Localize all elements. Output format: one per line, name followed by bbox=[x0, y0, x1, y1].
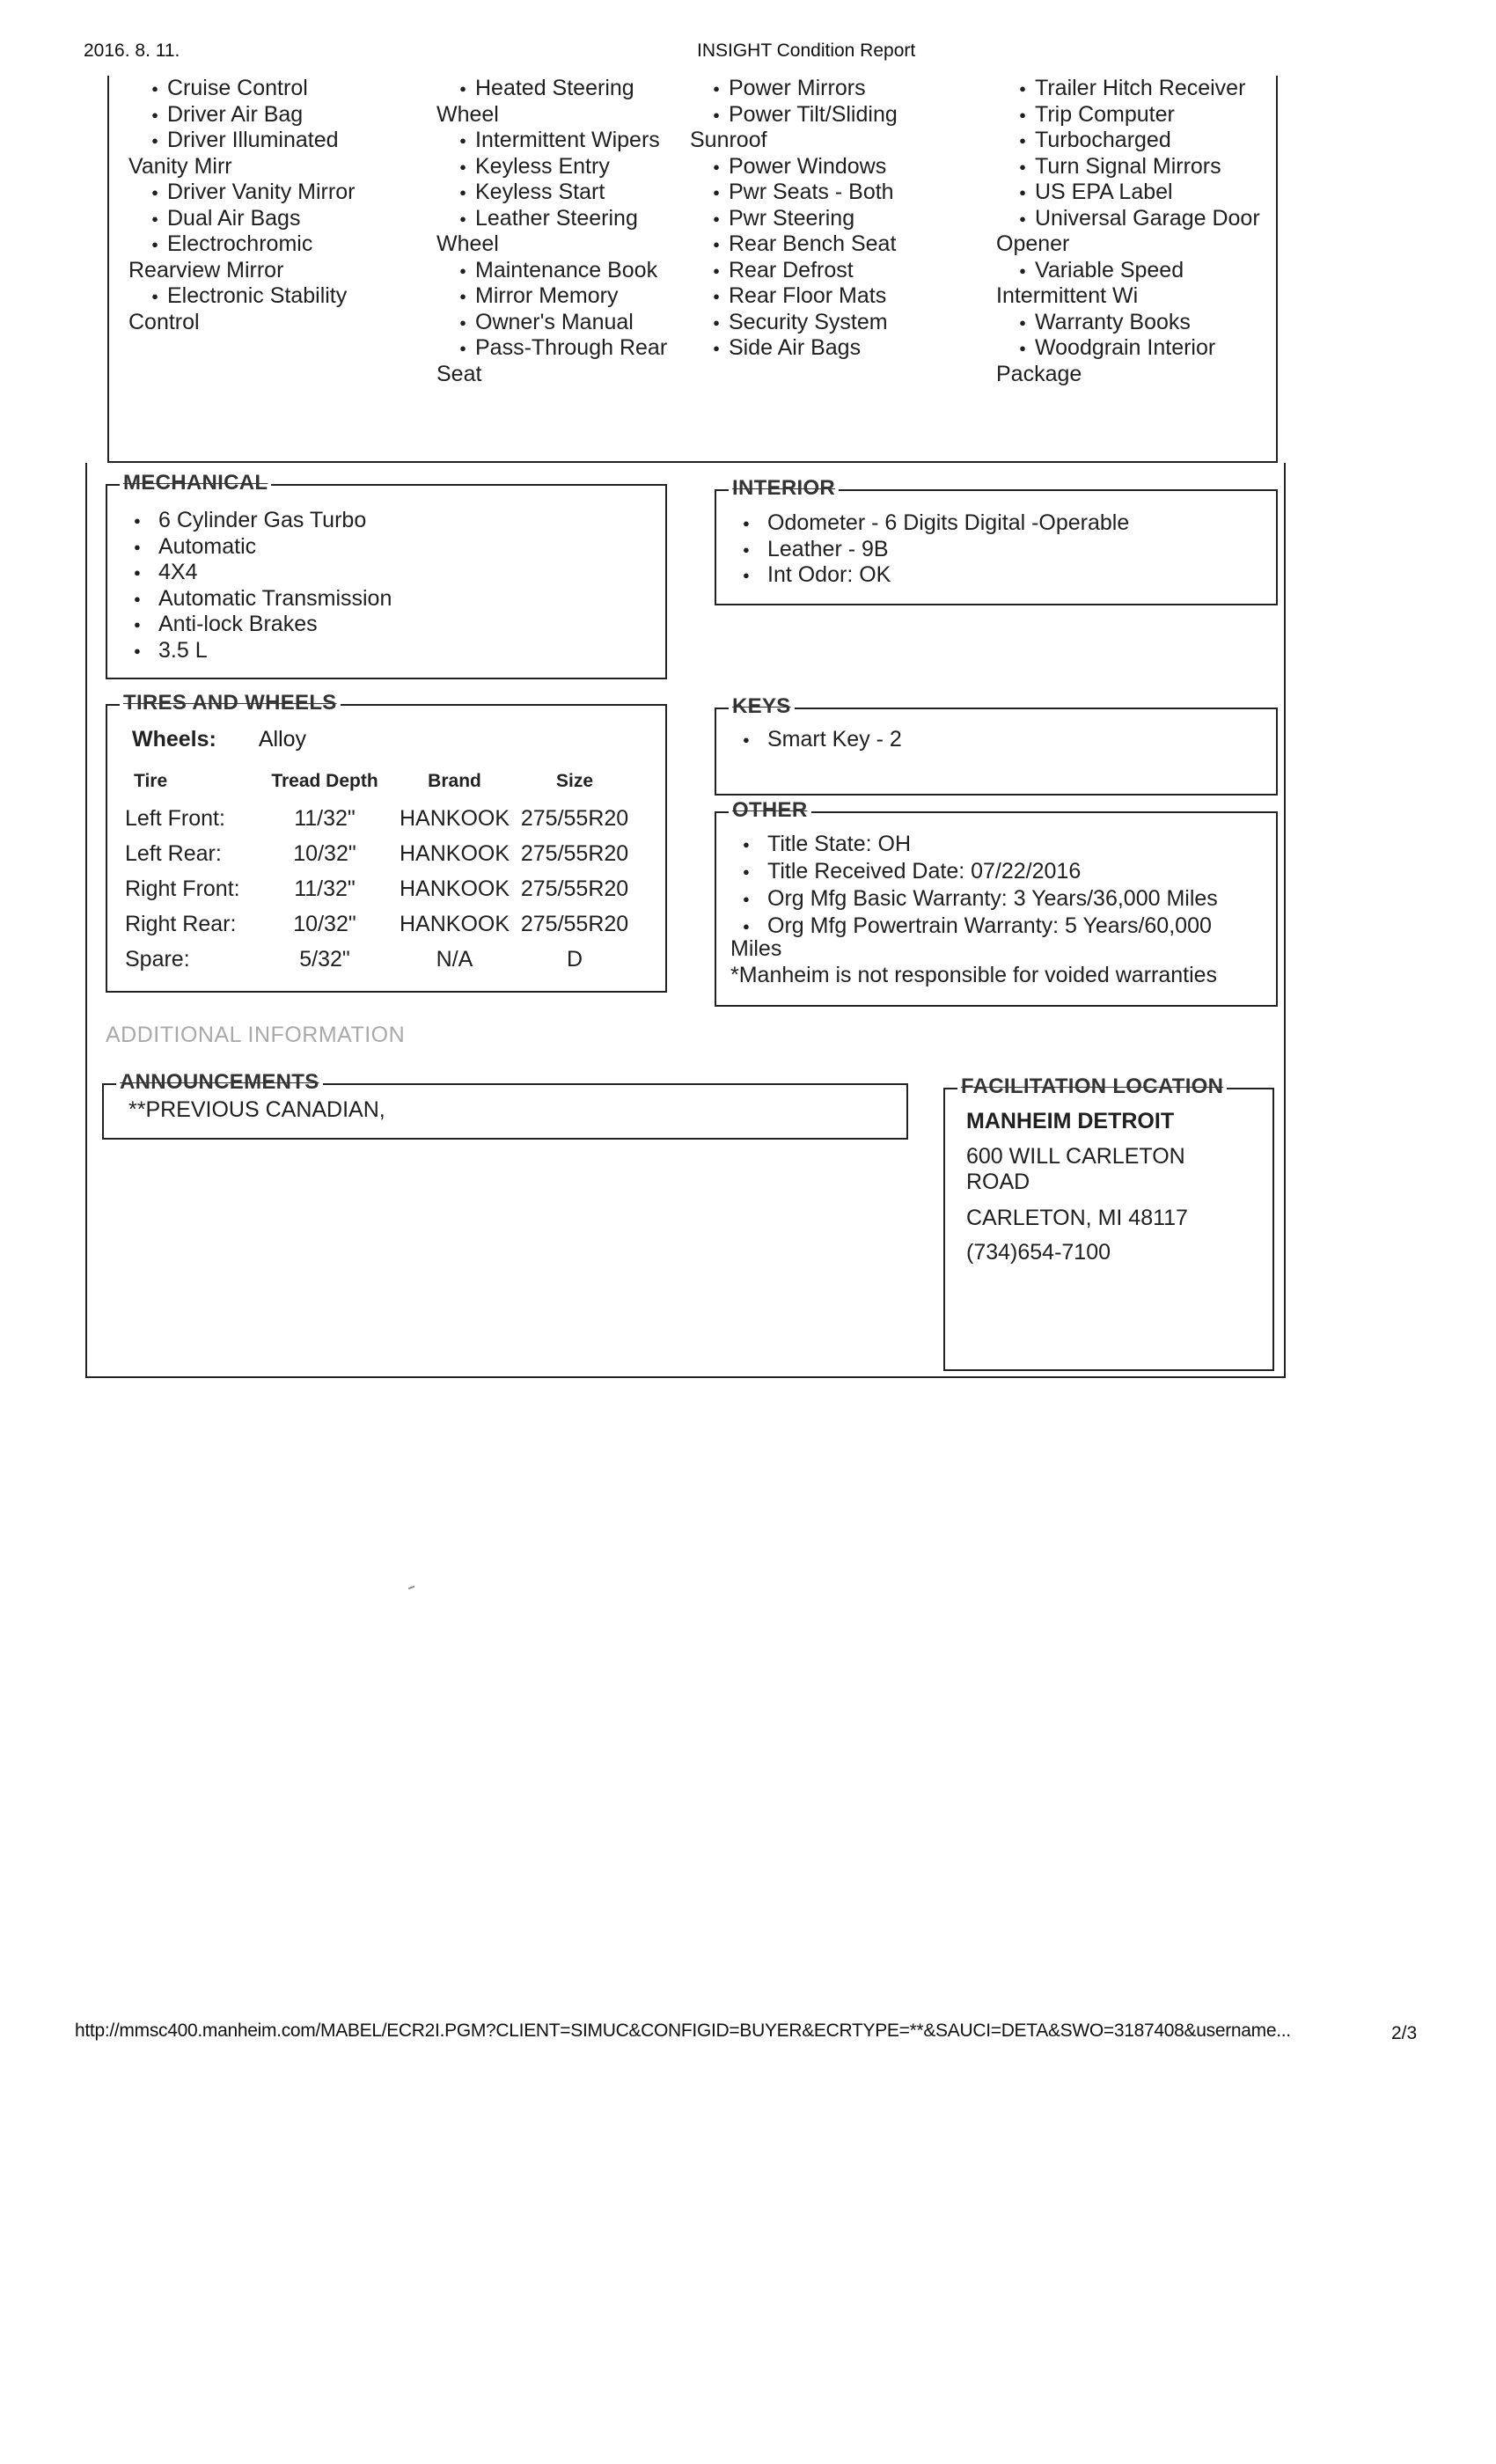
option-item: ● Leather Steering Wheel bbox=[436, 206, 700, 258]
option-item: ● Turn Signal Mirrors bbox=[996, 154, 1260, 180]
options-column-4 bbox=[996, 76, 1260, 387]
tire-brand: HANKOOK bbox=[400, 876, 510, 901]
tread-depth: 11/32" bbox=[294, 805, 356, 831]
option-item: ● Side Air Bags bbox=[690, 335, 963, 362]
tire-table bbox=[125, 771, 634, 977]
location-phone: (734)654-7100 bbox=[966, 1240, 1111, 1265]
option-item: ● Trip Computer bbox=[996, 102, 1260, 128]
option-item: ● Heated Steering Wheel bbox=[436, 76, 700, 128]
tires-wheels-section bbox=[106, 691, 667, 993]
tire-size: 275/55R20 bbox=[520, 840, 629, 866]
additional-info-heading: ADDITIONAL INFORMATION bbox=[106, 1023, 406, 1047]
table-row bbox=[125, 871, 634, 906]
mechanical-item: ● 4X4 bbox=[128, 560, 392, 586]
mechanical-section bbox=[106, 471, 667, 679]
table-row bbox=[125, 801, 634, 836]
table-row bbox=[125, 836, 634, 871]
announcement-text: **PREVIOUS CANADIAN, bbox=[128, 1097, 385, 1122]
tire-position: Right Rear: bbox=[125, 911, 237, 936]
options-column-2 bbox=[436, 76, 700, 387]
interior-title: INTERIOR bbox=[729, 476, 839, 501]
option-item: ● Driver Vanity Mirror bbox=[128, 180, 392, 206]
option-item: ● Rear Defrost bbox=[690, 258, 963, 284]
option-item: ● Pwr Seats - Both bbox=[690, 180, 963, 206]
other-item: ● Org Mfg Powertrain Warranty: 5 Years/60,000 bbox=[737, 913, 1218, 940]
other-item-continuation: Miles bbox=[730, 936, 782, 961]
tire-size: D bbox=[567, 946, 583, 972]
other-item: ● Org Mfg Basic Warranty: 3 Years/36,000 Miles bbox=[737, 885, 1218, 913]
col-header: Tire bbox=[134, 771, 168, 791]
options-column-1 bbox=[128, 76, 392, 335]
other-item: ● Title Received Date: 07/22/2016 bbox=[737, 858, 1218, 885]
options-column-3 bbox=[690, 76, 963, 362]
tread-depth: 11/32" bbox=[294, 876, 356, 901]
option-item: ● Electrochromic Rearview Mirror bbox=[128, 231, 392, 283]
keys-section bbox=[715, 694, 1278, 796]
option-item: ● Security System bbox=[690, 310, 963, 336]
mechanical-item: ● Anti-lock Brakes bbox=[128, 612, 392, 638]
option-item: ● Pass-Through Rear Seat bbox=[436, 335, 700, 387]
option-item: ● Rear Bench Seat bbox=[690, 231, 963, 258]
option-item: ● Pwr Steering bbox=[690, 206, 963, 232]
option-item: ● Turbocharged bbox=[996, 128, 1260, 154]
tread-depth: 5/32" bbox=[299, 946, 350, 972]
tire-position: Left Front: bbox=[125, 805, 225, 831]
tire-size: 275/55R20 bbox=[520, 805, 629, 831]
print-date: 2016. 8. 11. bbox=[84, 40, 180, 61]
tire-position: Right Front: bbox=[125, 876, 240, 901]
col-header: Brand bbox=[428, 771, 481, 791]
tire-size: 275/55R20 bbox=[520, 911, 629, 936]
table-row bbox=[125, 942, 634, 977]
tires-wheels-title: TIRES AND WHEELS bbox=[120, 691, 341, 715]
wheels-label: Wheels: bbox=[132, 727, 216, 752]
option-item: ● Woodgrain Interior Package bbox=[996, 335, 1260, 387]
table-row bbox=[125, 906, 634, 942]
option-item: ● Power Windows bbox=[690, 154, 963, 180]
option-item: ● Keyless Start bbox=[436, 180, 700, 206]
tire-brand: N/A bbox=[436, 946, 473, 972]
option-item: ● Driver Illuminated Vanity Mirr bbox=[128, 128, 392, 180]
tread-depth: 10/32" bbox=[293, 840, 356, 866]
interior-section bbox=[715, 476, 1278, 605]
other-section bbox=[715, 798, 1278, 1007]
tire-size: 275/55R20 bbox=[520, 876, 629, 901]
scan-speck bbox=[408, 1586, 414, 1589]
option-item: ● Universal Garage Door Opener bbox=[996, 206, 1260, 258]
tread-depth: 10/32" bbox=[293, 911, 356, 936]
mechanical-title: MECHANICAL bbox=[120, 471, 271, 495]
option-item: ● Variable Speed Intermittent Wi bbox=[996, 258, 1260, 310]
announcements-title: ANNOUNCEMENTS bbox=[116, 1070, 323, 1095]
other-item: ● Title State: OH bbox=[737, 831, 1218, 858]
announcements-section bbox=[102, 1070, 908, 1140]
keys-item: ● Smart Key - 2 bbox=[737, 727, 902, 753]
wheels-value: Alloy bbox=[258, 727, 307, 752]
col-header: Tread Depth bbox=[271, 771, 378, 791]
mechanical-item: ● 3.5 L bbox=[128, 638, 392, 664]
option-item: ● Power Mirrors bbox=[690, 76, 963, 102]
mechanical-item: ● Automatic Transmission bbox=[128, 586, 392, 612]
tire-position: Left Rear: bbox=[125, 840, 222, 866]
option-item: ● Rear Floor Mats bbox=[690, 283, 963, 310]
option-item: ● Power Tilt/Sliding Sunroof bbox=[690, 102, 963, 154]
tire-brand: HANKOOK bbox=[400, 805, 510, 831]
page-number: 2/3 bbox=[1391, 2023, 1418, 2043]
option-item: ● Driver Air Bag bbox=[128, 102, 392, 128]
interior-item: ● Int Odor: OK bbox=[737, 562, 1129, 589]
option-item: ● Keyless Entry bbox=[436, 154, 700, 180]
option-item: ● Mirror Memory bbox=[436, 283, 700, 310]
facilitation-location-section bbox=[943, 1074, 1274, 1371]
option-item: ● Warranty Books bbox=[996, 310, 1260, 336]
col-header: Size bbox=[556, 771, 594, 791]
location-name: MANHEIM DETROIT bbox=[966, 1109, 1175, 1133]
warranty-disclaimer: *Manheim is not responsible for voided warranties bbox=[730, 963, 1218, 987]
option-item: ● US EPA Label bbox=[996, 180, 1260, 206]
option-item: ● Electronic Stability Control bbox=[128, 283, 392, 335]
tire-brand: HANKOOK bbox=[400, 911, 510, 936]
option-item: ● Owner's Manual bbox=[436, 310, 700, 336]
mechanical-item: ● 6 Cylinder Gas Turbo bbox=[128, 508, 392, 534]
location-city: CARLETON, MI 48117 bbox=[966, 1206, 1188, 1230]
footer-url: http://mmsc400.manheim.com/MABEL/ECR2I.PGM?CLIENT=SIMUC&CONFIGID=BUYER&ECRTYPE=**&SAUCI=DETA&SWO=3187408&username... bbox=[75, 2020, 1291, 2041]
mechanical-item: ● Automatic bbox=[128, 534, 392, 561]
report-title: INSIGHT Condition Report bbox=[697, 40, 916, 61]
location-address: 600 WILL CARLETON ROAD bbox=[966, 1144, 1185, 1194]
tire-table-header bbox=[125, 771, 634, 801]
tire-position: Spare: bbox=[125, 946, 190, 972]
option-item: ● Maintenance Book bbox=[436, 258, 700, 284]
option-item: ● Intermittent Wipers bbox=[436, 128, 700, 154]
facilitation-title: FACILITATION LOCATION bbox=[957, 1074, 1227, 1099]
interior-item: ● Odometer - 6 Digits Digital -Operable bbox=[737, 510, 1129, 537]
option-item: ● Cruise Control bbox=[128, 76, 392, 102]
wheels-row bbox=[132, 727, 306, 752]
option-item: ● Trailer Hitch Receiver bbox=[996, 76, 1260, 102]
interior-item: ● Leather - 9B bbox=[737, 537, 1129, 563]
other-title: OTHER bbox=[729, 798, 811, 823]
option-item: ● Dual Air Bags bbox=[128, 206, 392, 232]
keys-title: KEYS bbox=[729, 694, 795, 719]
tire-brand: HANKOOK bbox=[400, 840, 510, 866]
